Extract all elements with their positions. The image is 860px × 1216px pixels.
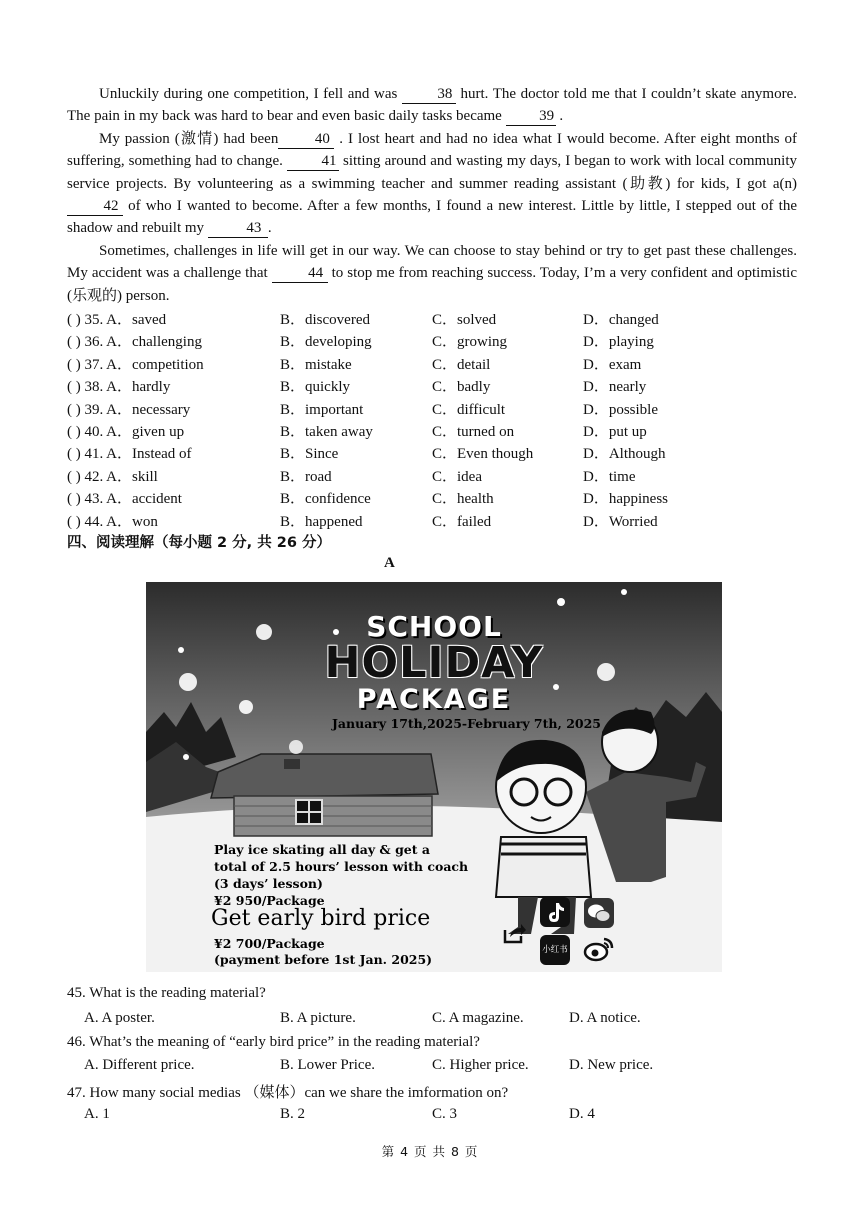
poster-title-school: SCHOOL [366,610,502,643]
option-c: C．turned on [432,424,515,440]
option-c: C．growing [432,334,508,351]
option-b: B．important [280,401,364,418]
option-row [67,398,807,420]
question-47: 47. How many social medias （媒体）can we share the imformation on? [67,1085,509,1101]
option-b: B．developing [280,334,372,351]
option-d: D．Although [583,446,666,463]
question-number-option-a: ( ) 42. A．skill [67,468,158,485]
option-row [67,308,807,330]
option-d: D．exam [583,356,642,373]
option-d: D．Worried [583,513,658,530]
option-row [67,465,807,487]
option-c: C．failed [432,513,492,530]
option-b: B．discovered [280,312,370,328]
option-row [67,510,807,532]
blank-43: 43 [208,219,268,238]
option-b: B．quickly [280,379,350,396]
paragraph-2: My passion (激情) had been 40 . I lost heart and had no idea what I would become. After eight months of suffering, something had to change. 41 sitting around and wasting my days, I began to work with local community service projects. By volunteering as a swimming teacher and summer reading assistant (助教) for kids, I got a(n) 42 of who I wanted to become. After a few months, I found a new interest. Little by little, I stepped out of the shadow and rebuilt my 43 . [67,130,798,237]
option-c: C．solved [432,312,497,328]
poster-payment-note: (payment before 1st Jan. 2025) [214,952,433,967]
option-c: C．Even though [432,446,534,463]
option-b: B．Since [280,446,339,463]
option-c: C．difficult [432,401,506,418]
question-number-option-a: ( ) 37. A．competition [67,356,204,373]
q47-option-d: D. 4 [569,1106,595,1122]
question-45: 45. What is the reading material? [67,985,266,1001]
blank-38: 38 [402,85,456,104]
option-d: D．put up [583,424,647,440]
q46-option-a: A. Different price. [84,1057,195,1073]
question-number-option-a: ( ) 39. A．necessary [67,401,191,418]
q46-option-c: C. Higher price. [432,1057,529,1073]
poster-offer-line-2: total of 2.5 hours’ lesson with coach [214,859,469,874]
tiktok-icon [540,897,570,927]
blank-40: 40 [278,130,334,149]
option-d: D．playing [583,334,654,351]
option-row [67,330,807,352]
q45-option-a: A. A poster. [84,1010,155,1026]
option-row [67,375,807,397]
option-row [67,420,807,442]
option-row [67,353,807,375]
passage [67,83,797,307]
question-number-option-a: ( ) 36. A．challenging [67,334,202,351]
paragraph-3: Sometimes, challenges in life will get in our way. We can choose to stay behind or try to get past these challenges. My accident was a challenge that 44 to stop me from reaching success. Today, I’m a very confident and optimistic (乐观的) person. [67,242,798,304]
q47-option-a: A. 1 [84,1106,110,1122]
section-title: 四、阅读理解（每小题 2 分, 共 26 分） [67,535,332,551]
option-b: B．confidence [280,491,371,508]
q45-option-c: C. A magazine. [432,1010,524,1026]
option-b: B．road [280,468,332,485]
blank-42: 42 [67,197,123,216]
option-row [67,442,807,464]
poster-price: ¥2 950/Package [214,893,325,908]
option-b: B．taken away [280,424,373,440]
passage-letter: A [384,555,395,571]
option-c: C．idea [432,468,482,485]
option-d: D．nearly [583,379,647,396]
q46-option-b: B. Lower Price. [280,1057,375,1073]
blank-41: 41 [287,152,339,171]
poster-title-package: PACKAGE [356,684,512,715]
option-d: D．happiness [583,491,668,508]
option-c: C．health [432,491,494,508]
question-number-option-a: ( ) 44. A．won [67,513,158,530]
q46-option-d: D. New price. [569,1057,654,1073]
page-footer: 第 4 页 共 8 页 [381,1144,479,1159]
question-number-option-a: ( ) 38. A．hardly [67,379,171,396]
question-number-option-a: ( ) 43. A．accident [67,491,182,508]
blank-39: 39 [506,107,556,126]
q45-option-d: D. A notice. [569,1010,641,1026]
poster-offer-line-1: Play ice skating all day & get a [214,842,430,857]
poster-early-bird: Get early bird price [211,906,431,931]
poster-offer-line-3: (3 days’ lesson) [214,876,323,891]
option-c: C．badly [432,379,491,396]
option-c: C．detail [432,356,491,373]
option-b: B．mistake [280,356,352,373]
xiaohongshu-icon: 小红书 [540,935,570,965]
question-number-option-a: ( ) 35. A．saved [67,312,167,328]
q47-option-c: C. 3 [432,1106,458,1122]
option-b: B．happened [280,513,363,530]
weibo-icon [583,935,615,963]
question-46: 46. What’s the meaning of “early bird price” in the reading material? [67,1034,480,1050]
paragraph-1: Unluckily during one competition, I fell and was 38 hurt. The doctor told me that I couldn’t skate anymore. The pain in my back was hard to bear and even basic daily tasks became 39 . [67,86,797,125]
wechat-icon [584,898,614,928]
blank-44: 44 [272,264,328,283]
option-d: D．time [583,468,636,485]
q47-option-b: B. 2 [280,1106,306,1122]
poster-dates: January 17th,2025-February 7th, 2025 [332,716,601,731]
poster-title-holiday: HOLIDAY [324,638,544,688]
q45-option-b: B. A picture. [280,1010,356,1026]
option-d: D．possible [583,401,659,418]
holiday-poster [146,582,722,972]
option-row [67,487,807,509]
question-number-option-a: ( ) 40. A．given up [67,424,185,440]
option-d: D．changed [583,312,659,328]
share-icon [501,920,527,946]
question-number-option-a: ( ) 41. A．Instead of [67,446,192,463]
poster-early-price: ¥2 700/Package [214,936,325,951]
